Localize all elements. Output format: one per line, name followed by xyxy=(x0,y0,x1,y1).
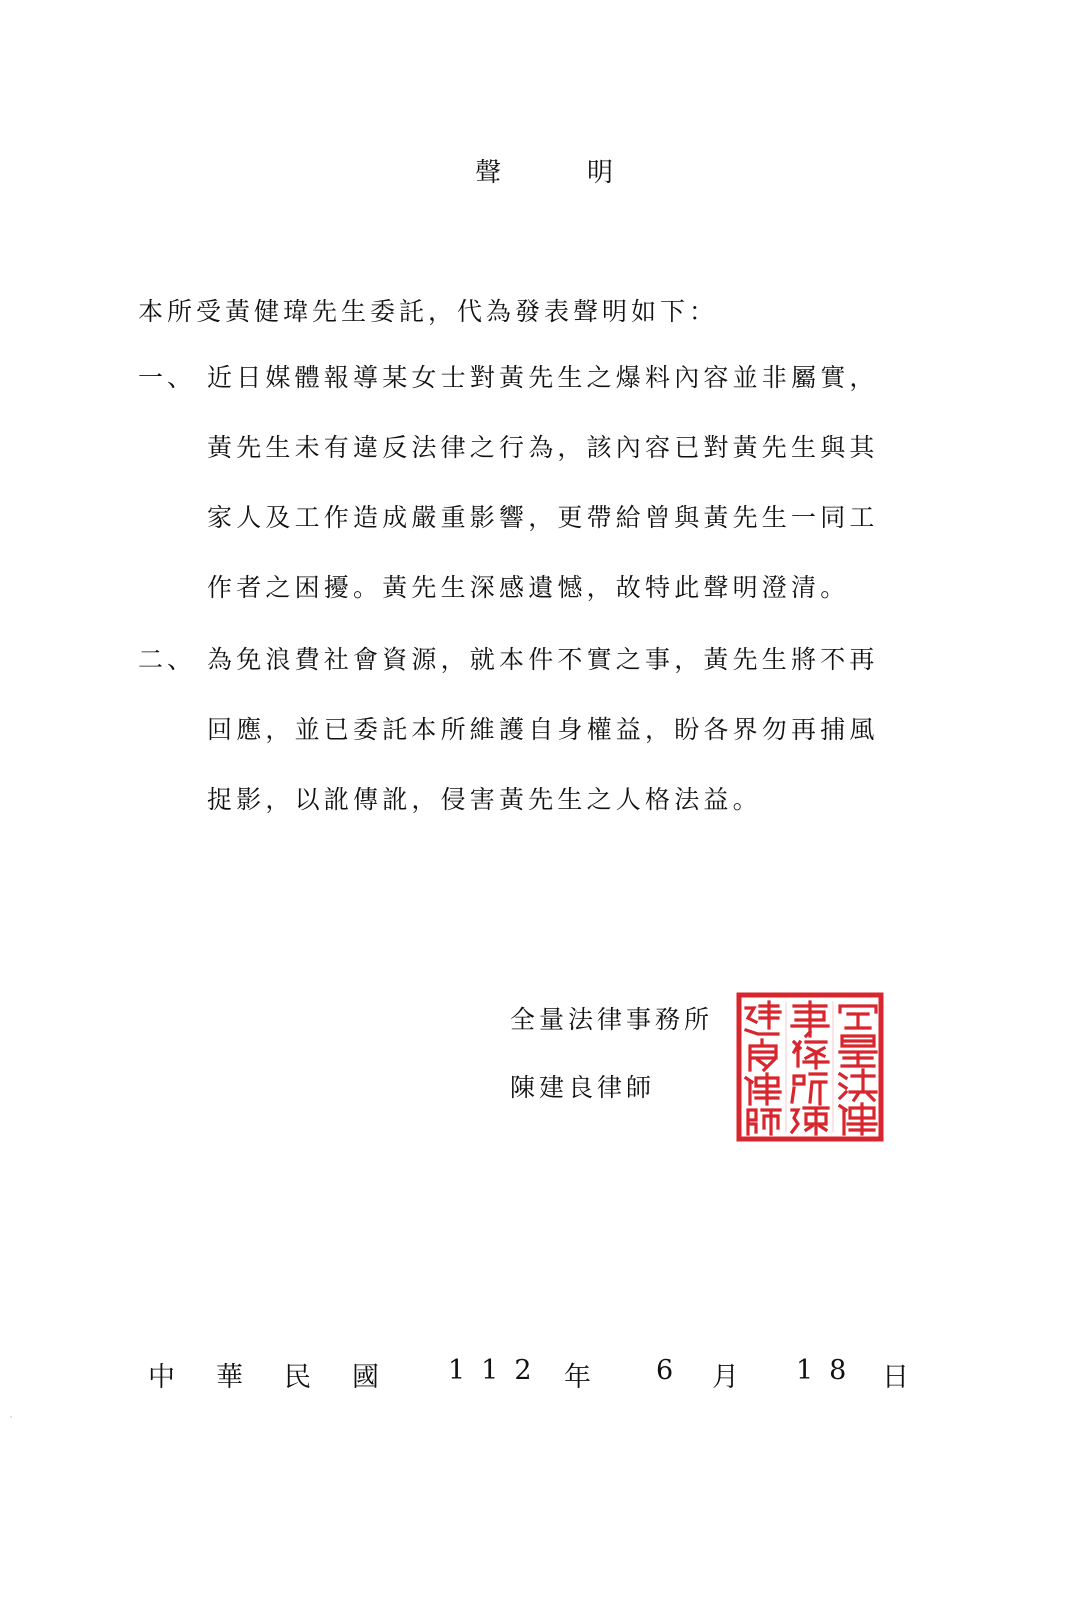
intro-paragraph: 本所受黃健瑋先生委託，代為發表聲明如下： xyxy=(138,297,719,326)
date-day: 18 xyxy=(796,1355,863,1386)
item-2-line-2: 回應，並已委託本所維護自身權益，盼各界勿再捕風 xyxy=(207,715,879,744)
item-2-line-3: 捉影，以訛傳訛，侵害黃先生之人格法益。 xyxy=(207,785,762,814)
date-year: 112 xyxy=(448,1355,548,1386)
date-month-unit: 月 xyxy=(712,1362,739,1393)
date-day-unit: 日 xyxy=(882,1362,909,1393)
scan-speck xyxy=(10,1416,12,1418)
date-era-char-4: 國 xyxy=(352,1362,379,1393)
document-date xyxy=(148,1355,928,1393)
date-era-char-1: 中 xyxy=(148,1362,175,1393)
law-firm-seal xyxy=(736,992,884,1142)
item-1-line-1: 近日媒體報導某女士對黃先生之爆料內容並非屬實， xyxy=(207,363,879,392)
item-2-label: 二、 xyxy=(138,645,197,674)
date-era-char-2: 華 xyxy=(216,1362,243,1393)
law-firm-name: 全量法律事務所 xyxy=(510,1005,714,1034)
item-1-line-3: 家人及工作造成嚴重影響，更帶給曾與黃先生一同工 xyxy=(207,503,879,532)
date-year-unit: 年 xyxy=(564,1362,591,1393)
lawyer-name: 陳建良律師 xyxy=(510,1073,656,1102)
date-era-char-3: 民 xyxy=(284,1362,311,1393)
item-1-label: 一、 xyxy=(138,363,197,392)
date-month: 6 xyxy=(656,1355,674,1386)
item-1-line-4: 作者之困擾。黃先生深感遺憾，故特此聲明澄清。 xyxy=(207,573,850,602)
document-title: 聲 明 xyxy=(474,158,643,188)
item-2-line-1: 為免浪費社會資源，就本件不實之事，黃先生將不再 xyxy=(207,645,879,674)
item-1-line-2: 黃先生未有違反法律之行為，該內容已對黃先生與其 xyxy=(207,433,879,462)
